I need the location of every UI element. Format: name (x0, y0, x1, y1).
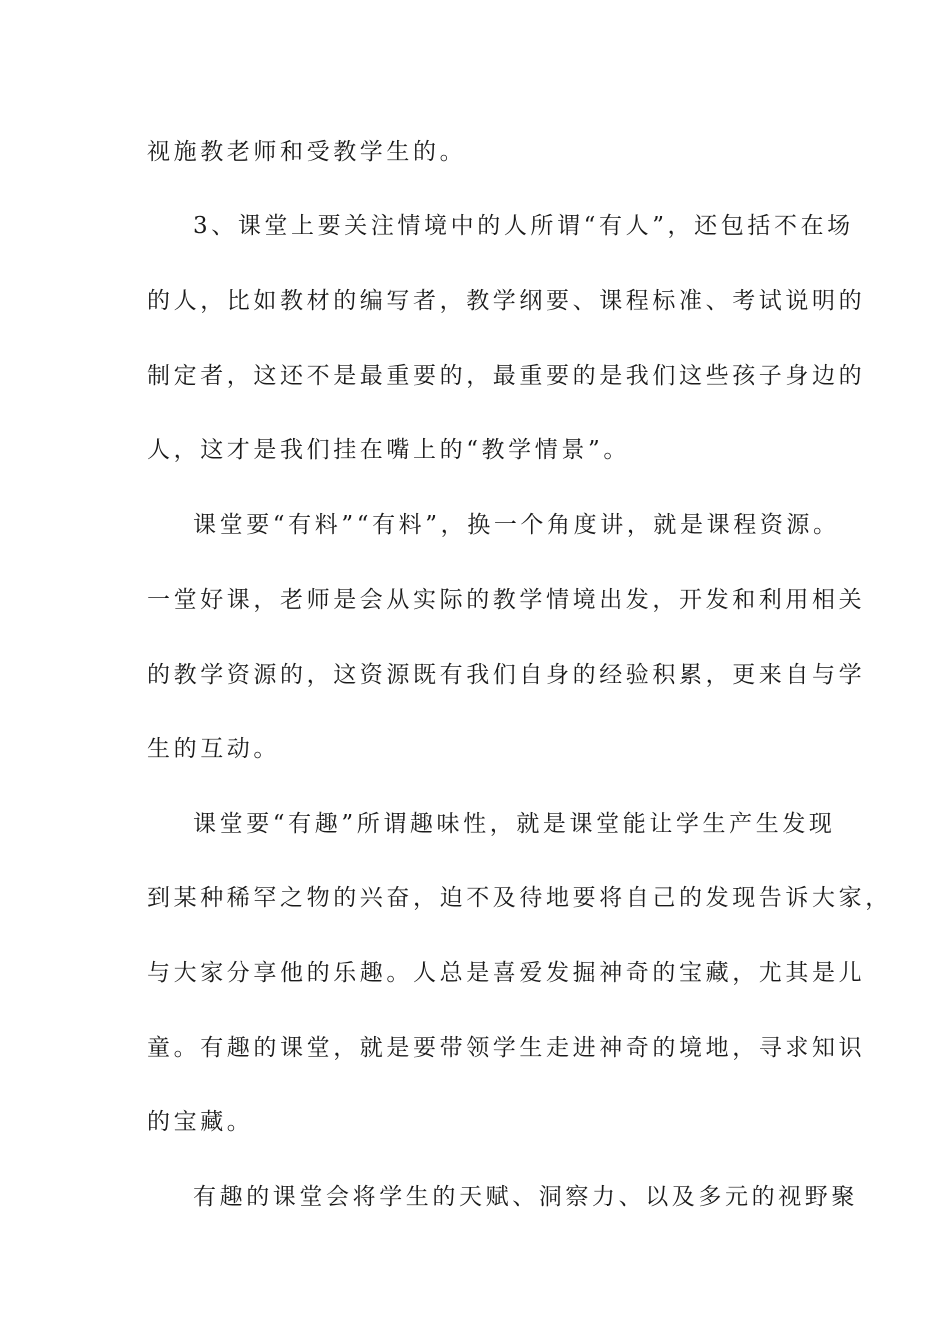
text-line: 到某种稀罕之物的兴奋，迫不及待地要将自己的发现告诉大家， (147, 885, 892, 911)
text-line: 视施教老师和受教学生的。 (147, 139, 467, 165)
text-line: 的教学资源的，这资源既有我们自身的经验积累，更来自与学 (147, 662, 866, 688)
text-line: 的人，比如教材的编写者，教学纲要、课程标准、考试说明的 (147, 288, 866, 314)
paragraph-first-line: 课堂要“有料”“有料”，换一个角度讲，就是课程资源。 (193, 512, 840, 538)
paragraph-first-line: 课堂要“有趣”所谓趣味性，就是课堂能让学生产生发现 (193, 811, 836, 837)
text-line: 制定者，这还不是最重要的，最重要的是我们这些孩子身边的 (147, 363, 866, 389)
text-line: 一堂好课，老师是会从实际的教学情境出发，开发和利用相关 (147, 587, 866, 613)
paragraph-first-line: 有趣的课堂会将学生的天赋、洞察力、以及多元的视野聚 (193, 1184, 858, 1210)
text-line: 童。有趣的课堂，就是要带领学生走进神奇的境地，寻求知识 (147, 1035, 866, 1061)
text-line: 与大家分享他的乐趣。人总是喜爱发掘神奇的宝藏，尤其是儿 (147, 960, 866, 986)
text-line: 人，这才是我们挂在嘴上的“教学情景”。 (147, 437, 630, 463)
paragraph-first-line: 3、课堂上要关注情境中的人所谓“有人”，还包括不在场 (193, 213, 854, 239)
text-line: 生的互动。 (147, 736, 280, 762)
text-line: 的宝藏。 (147, 1109, 254, 1135)
